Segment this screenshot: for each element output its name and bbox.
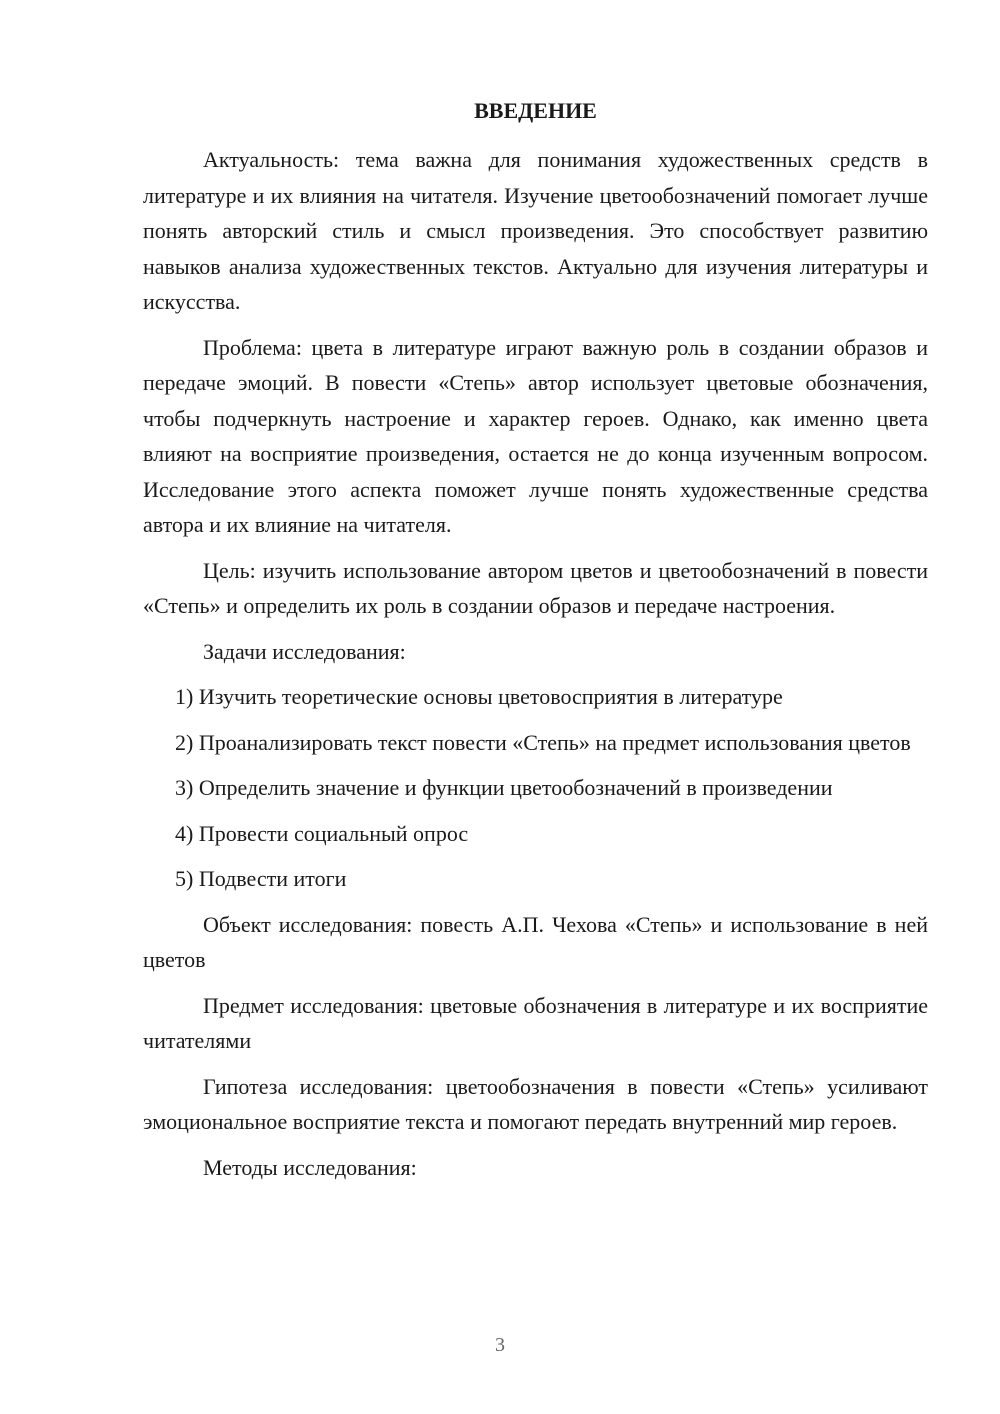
paragraph-tasks-heading: Задачи исследования: (203, 638, 406, 664)
page-number: 3 (495, 1334, 505, 1356)
paragraph-relevance: Актуальность: тема важна для понимания художественных средств в литературе и их влияния на читателя. Изучение цветообозначений помогает лучше понять авторский стиль и смысл произведения. Это способствует развитию навыков анализа художественных текстов. Актуально для изучения литературы и искусства. (143, 147, 928, 314)
task-item-1: 1) Изучить теоретические основы цветовосприятия в литературе (175, 684, 783, 709)
paragraph-hypothesis: Гипотеза исследования: цветообозначения в повести «Степь» усиливают эмоциональное восприятие текста и помогают передать внутренний мир героев. (143, 1073, 928, 1134)
task-item-5: 5) Подвести итоги (175, 866, 347, 891)
page-title: ВВЕДЕНИЕ (474, 98, 597, 123)
paragraph-subject: Предмет исследования: цветовые обозначения в литературе и их восприятие читателями (143, 992, 928, 1053)
paragraph-goal: Цель: изучить использование автором цветов и цветообозначений в повести «Степь» и определить их роль в создании образов и передаче настроения. (143, 557, 928, 618)
document-page (143, 95, 928, 1195)
paragraph-problem: Проблема: цвета в литературе играют важную роль в создании образов и передаче эмоций. В повести «Степь» автор использует цветовые обозначения, чтобы подчеркнуть настроение и характер героев. Однако, как именно цвета влияют на восприятие произведения, остается не до конца изученным вопросом. Исследование этого аспекта поможет лучше понять художественные средства автора и их влияние на читателя. (143, 334, 928, 537)
task-item-4: 4) Провести социальный опрос (175, 820, 469, 846)
paragraph-methods: Методы исследования: (203, 1154, 417, 1180)
task-item-2: 2) Проанализировать текст повести «Степь» на предмет использования цветов (175, 729, 911, 755)
task-item-3: 3) Определить значение и функции цветообозначений в произведении (175, 775, 833, 800)
paragraph-object: Объект исследования: повесть А.П. Чехова «Степь» и использование в ней цветов (143, 911, 928, 972)
